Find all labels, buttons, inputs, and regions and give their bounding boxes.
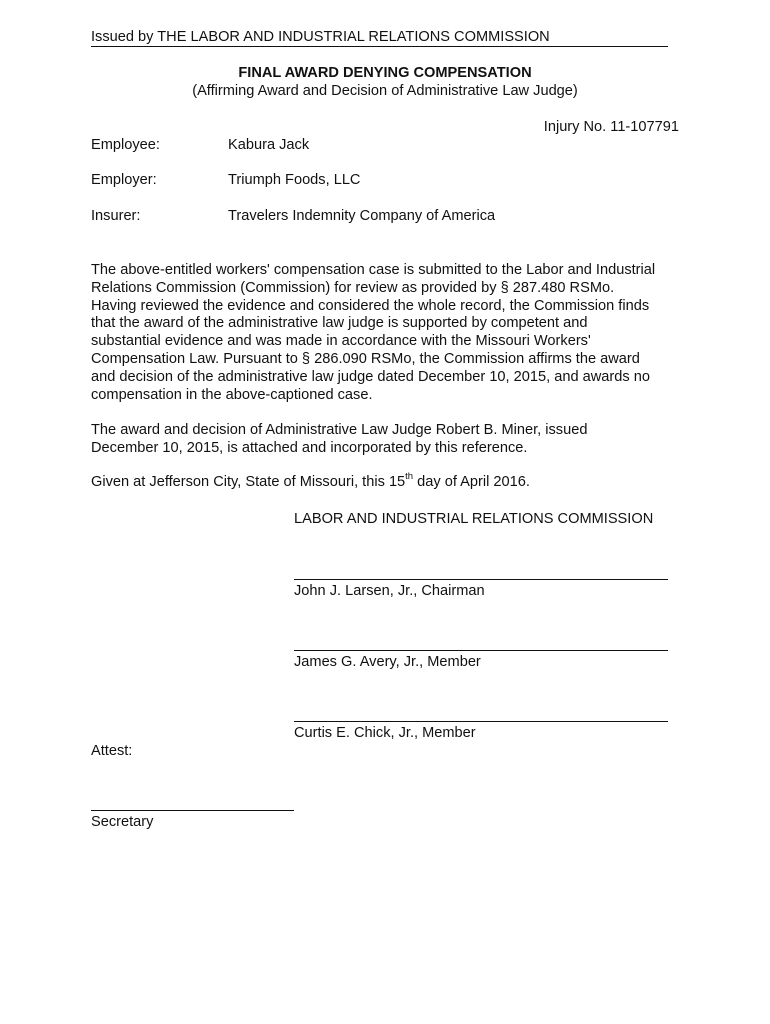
attest-label: Attest:	[91, 743, 133, 759]
given-at-suffix: day of April 2016.	[413, 474, 530, 490]
paragraph-line: that the award of the administrative law judge is supported by competent and	[91, 315, 588, 332]
document-subtitle: (Affirming Award and Decision of Administrative Law Judge)	[192, 83, 578, 99]
review-paragraph	[91, 262, 691, 404]
employee-label: Employee:	[91, 137, 160, 153]
given-at-paragraph	[91, 471, 691, 492]
paragraph-line: Compensation Law. Pursuant to § 286.090 RSMo, the Commission affirms the award	[91, 350, 640, 367]
chairman-name: John J. Larsen, Jr., Chairman	[294, 583, 485, 599]
given-at-prefix: Given at Jefferson City, State of Missouri, this 15	[91, 474, 406, 490]
chairman-signature-line	[294, 579, 668, 580]
issued-by-header: Issued by THE LABOR AND INDUSTRIAL RELATIONS COMMISSION	[91, 29, 668, 47]
employer-label: Employer:	[91, 172, 157, 188]
secretary-signature-line	[91, 810, 294, 811]
insurer-label: Insurer:	[91, 208, 141, 224]
paragraph-line: December 10, 2015, is attached and incorporated by this reference.	[91, 439, 528, 456]
insurer-value: Travelers Indemnity Company of America	[228, 208, 496, 224]
paragraph-line: The above-entitled workers' compensation case is submitted to the Labor and Industrial	[91, 262, 656, 278]
member-2-signature-line	[294, 721, 668, 722]
paragraph-line: and decision of the administrative law judge dated December 10, 2015, and awards no	[91, 368, 650, 385]
paragraph-line: Having reviewed the evidence and considered the whole record, the Commission finds	[91, 297, 650, 314]
employee-value: Kabura Jack	[228, 137, 310, 153]
given-at-line	[91, 471, 691, 492]
employer-value: Triumph Foods, LLC	[228, 172, 361, 188]
paragraph-line: Relations Commission (Commission) for review as provided by § 287.480 RSMo.	[91, 279, 615, 296]
paragraph-line: The award and decision of Administrative Law Judge Robert B. Miner, issued	[91, 422, 588, 438]
paragraph-line: compensation in the above-captioned case.	[91, 386, 373, 403]
incorporation-paragraph	[91, 422, 691, 458]
injury-number: Injury No. 11-107791	[543, 119, 679, 135]
member-2-name: Curtis E. Chick, Jr., Member	[294, 725, 476, 741]
document-title: FINAL AWARD DENYING COMPENSATION	[238, 65, 532, 81]
member-1-name: James G. Avery, Jr., Member	[294, 654, 481, 670]
commission-name: LABOR AND INDUSTRIAL RELATIONS COMMISSION	[294, 511, 654, 527]
secretary-label: Secretary	[91, 814, 154, 830]
member-1-signature-line	[294, 650, 668, 651]
paragraph-line: substantial evidence and was made in accordance with the Missouri Workers'	[91, 333, 591, 350]
day-ordinal-suffix: th	[405, 471, 414, 483]
